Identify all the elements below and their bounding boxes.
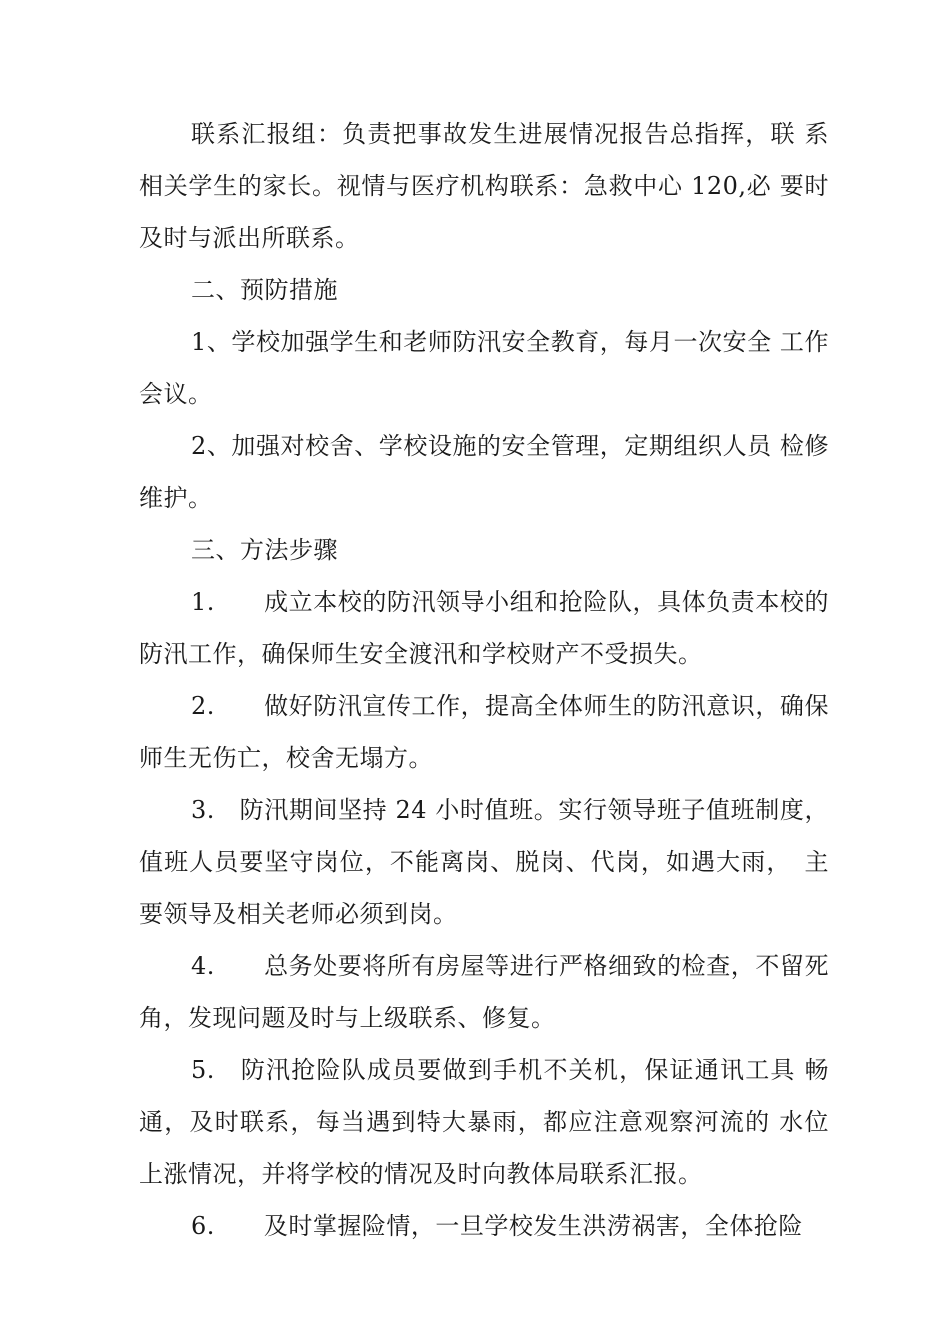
heading-prevention-measures: 二、预防措施 [191,276,338,304]
paragraph-measure-1: 1、学校加强学生和老师防汛安全教育，每月一次安全 工作会议。 [139,328,829,408]
paragraph-step-5: 5. 防汛抢险队成员要做到手机不关机，保证通讯工具 畅通，及时联系，每当遇到特大暴雨，都应注意观察河流的 水位上涨情况，并将学校的情况及时向教体局联系汇报。 [139,1056,829,1188]
paragraph-step-2: 2. 做好防汛宣传工作，提高全体师生的防汛意识，确保师生无伤亡，校舍无塌方。 [139,692,829,772]
paragraph-measure-2: 2、加强对校舍、学校设施的安全管理，定期组织人员 检修维护。 [139,432,829,512]
document-body [139,108,829,1252]
paragraph-step-6: 6. 及时掌握险情，一旦学校发生洪涝祸害，全体抢险 [191,1212,803,1240]
paragraph-step-1: 1. 成立本校的防汛领导小组和抢险队，具体负责本校的防汛工作，确保师生安全渡汛和学校财产不受损失。 [139,588,829,668]
heading-method-steps: 三、方法步骤 [191,536,338,564]
paragraph-liaison-group: 联系汇报组：负责把事故发生进展情况报告总指挥，联 系相关学生的家长。视情与医疗机构联系：急救中心 120,必 要时及时与派出所联系。 [139,120,829,252]
paragraph-step-3: 3. 防汛期间坚持 24 小时值班。实行领导班子值班制度，值班人员要坚守岗位，不能离岗、脱岗、代岗，如遇大雨， 主要领导及相关老师必须到岗。 [139,796,829,928]
paragraph-step-4: 4. 总务处要将所有房屋等进行严格细致的检查，不留死角，发现问题及时与上级联系、修复。 [139,952,829,1032]
